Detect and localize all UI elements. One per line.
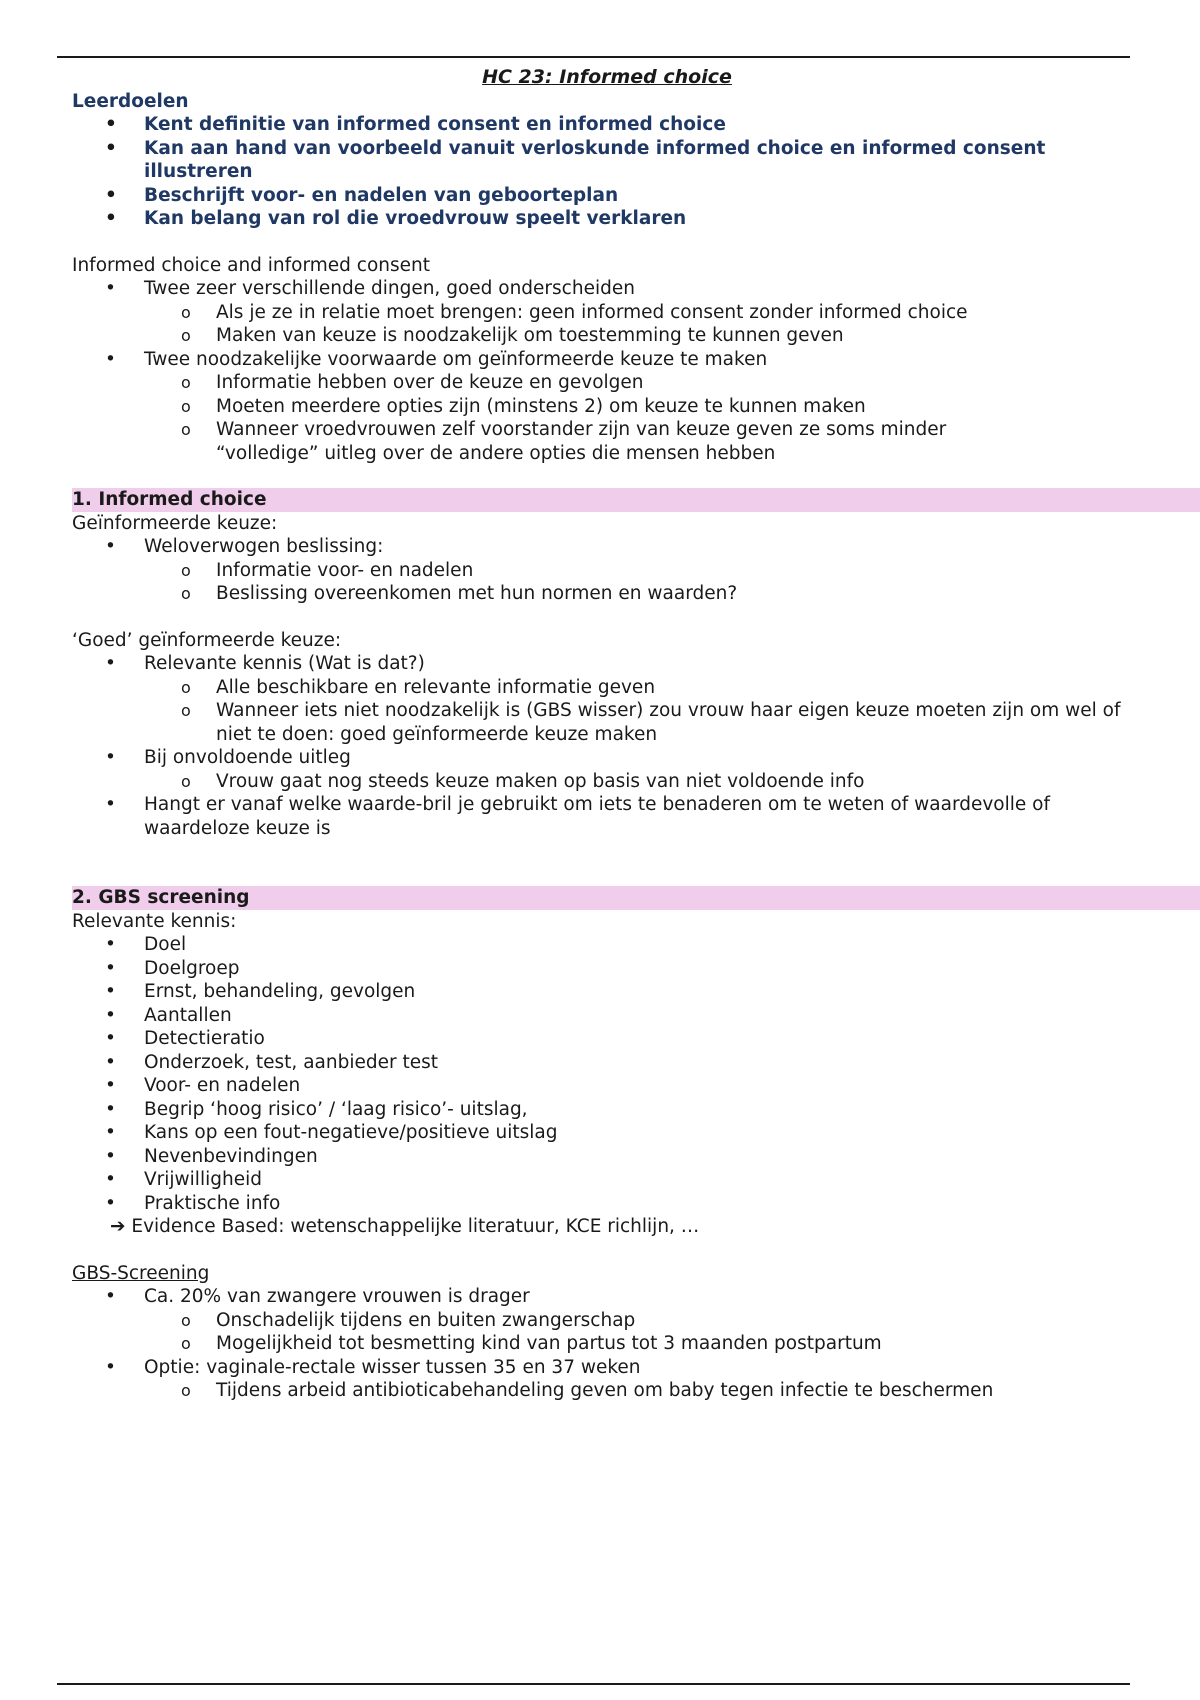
list-item: • Kans op een fout-negatieve/positieve uitslag: [72, 1121, 1192, 1145]
intro-heading: Informed choice and informed consent: [72, 254, 431, 276]
list-item: • Hangt er vanaf welke waarde-bril je gebruikt om iets te benaderen om te weten of waardevolle of waardeloze keuze is: [72, 793, 1192, 840]
list-item: • Doelgroep: [72, 957, 1192, 981]
list-item: • Kent definitie van informed consent en informed choice: [72, 113, 1192, 137]
top-rule: [57, 56, 1130, 58]
list-item: o Moeten meerdere opties zijn (minstens 2) om keuze te kunnen maken: [72, 395, 1112, 419]
gbs-sublist-2: [72, 1379, 1192, 1403]
section1-sublist: [72, 559, 1192, 606]
good-choice-list-2: [72, 746, 1192, 770]
intro-sublist-1: [72, 301, 1192, 348]
list-item: • Begrip ‘hoog risico’ / ‘laag risico’- uitslag,: [72, 1098, 1192, 1122]
list-item: o Informatie voor- en nadelen: [72, 559, 1192, 583]
list-item: • Doel: [72, 933, 1192, 957]
good-choice-list-3: [72, 793, 1192, 840]
good-choice-sublist-1: [72, 676, 1192, 747]
list-item: o Wanneer vroedvrouwen zelf voorstander zijn van keuze geven ze soms minder “volledige” uitleg over de andere opties die mensen hebben: [72, 418, 1112, 465]
intro-list-2: [72, 348, 1192, 372]
evidence-text: Evidence Based: wetenschappelijke literatuur, KCE richlijn, …: [131, 1216, 700, 1237]
goals-list: [72, 113, 1192, 231]
list-item: o Mogelijkheid tot besmetting kind van partus tot 3 maanden postpartum: [72, 1332, 1192, 1356]
list-item: • Nevenbevindingen: [72, 1145, 1192, 1169]
list-item: o Informatie hebben over de keuze en gevolgen: [72, 371, 1112, 395]
list-item: o Tijdens arbeid antibioticabehandeling geven om baby tegen infectie te beschermen: [72, 1379, 1192, 1403]
section-heading-informed-choice: 1. Informed choice: [72, 488, 1200, 512]
document-body: [72, 66, 1192, 1403]
list-item: • Bij onvoldoende uitleg: [72, 746, 1192, 770]
list-item: • Ernst, behandeling, gevolgen: [72, 980, 1192, 1004]
list-item: • Twee zeer verschillende dingen, goed onderscheiden: [72, 277, 1192, 301]
intro-sublist-2: [72, 371, 1192, 465]
list-item: • Twee noodzakelijke voorwaarde om geïnformeerde keuze te maken: [72, 348, 1192, 372]
section1-subheading: Geïnformeerde keuze:: [72, 512, 278, 534]
list-item: • Optie: vaginale-rectale wisser tussen 35 en 37 weken: [72, 1356, 1192, 1380]
page-title: HC 23: Informed choice: [482, 66, 732, 88]
list-item: o Wanneer iets niet noodzakelijk is (GBS wisser) zou vrouw haar eigen keuze moeten zijn om wel of niet te doen: goed geïnformeerde keuze maken: [72, 699, 1192, 746]
list-item: o Alle beschikbare en relevante informatie geven: [72, 676, 1192, 700]
list-item: • Praktische info: [72, 1192, 1192, 1216]
good-choice-list: [72, 652, 1192, 676]
list-item: • Voor- en nadelen: [72, 1074, 1192, 1098]
list-item: o Als je ze in relatie moet brengen: geen informed consent zonder informed choice: [72, 301, 1192, 325]
intro-list: [72, 277, 1192, 301]
goals-heading: Leerdoelen: [72, 90, 189, 112]
gbs-list: [72, 1285, 1192, 1309]
list-item: o Vrouw gaat nog steeds keuze maken op basis van niet voldoende info: [72, 770, 1192, 794]
list-item: o Beslissing overeenkomen met hun normen en waarden?: [72, 582, 1192, 606]
list-item: o Maken van keuze is noodzakelijk om toestemming te kunnen geven: [72, 324, 1192, 348]
evidence-line: [72, 1215, 1192, 1239]
list-item: • Detectieratio: [72, 1027, 1192, 1051]
good-choice-sublist-2: [72, 770, 1192, 794]
list-item: • Onderzoek, test, aanbieder test: [72, 1051, 1192, 1075]
section1-list: [72, 535, 1192, 559]
section-heading-gbs-screening: 2. GBS screening: [72, 886, 1200, 910]
list-item: • Vrijwilligheid: [72, 1168, 1192, 1192]
relevant-knowledge-list: [72, 933, 1192, 1215]
gbs-sublist-1: [72, 1309, 1192, 1356]
list-item: • Aantallen: [72, 1004, 1192, 1028]
arrow-icon: ➔: [110, 1216, 126, 1237]
bottom-rule: [57, 1683, 1130, 1685]
list-item: o Onschadelijk tijdens en buiten zwangerschap: [72, 1309, 1192, 1333]
good-choice-heading: ‘Goed’ geïnformeerde keuze:: [72, 629, 342, 651]
list-item: • Ca. 20% van zwangere vrouwen is drager: [72, 1285, 1192, 1309]
gbs-screening-heading: GBS-Screening: [72, 1262, 210, 1284]
gbs-list-2: [72, 1356, 1192, 1380]
list-item: • Relevante kennis (Wat is dat?): [72, 652, 1192, 676]
list-item: • Kan aan hand van voorbeeld vanuit verloskunde informed choice en informed consent illustreren: [72, 137, 1192, 184]
list-item: • Kan belang van rol die vroedvrouw speelt verklaren: [72, 207, 1192, 231]
section2-subheading: Relevante kennis:: [72, 910, 237, 932]
list-item: • Weloverwogen beslissing:: [72, 535, 1192, 559]
list-item: • Beschrijft voor- en nadelen van geboorteplan: [72, 184, 1192, 208]
